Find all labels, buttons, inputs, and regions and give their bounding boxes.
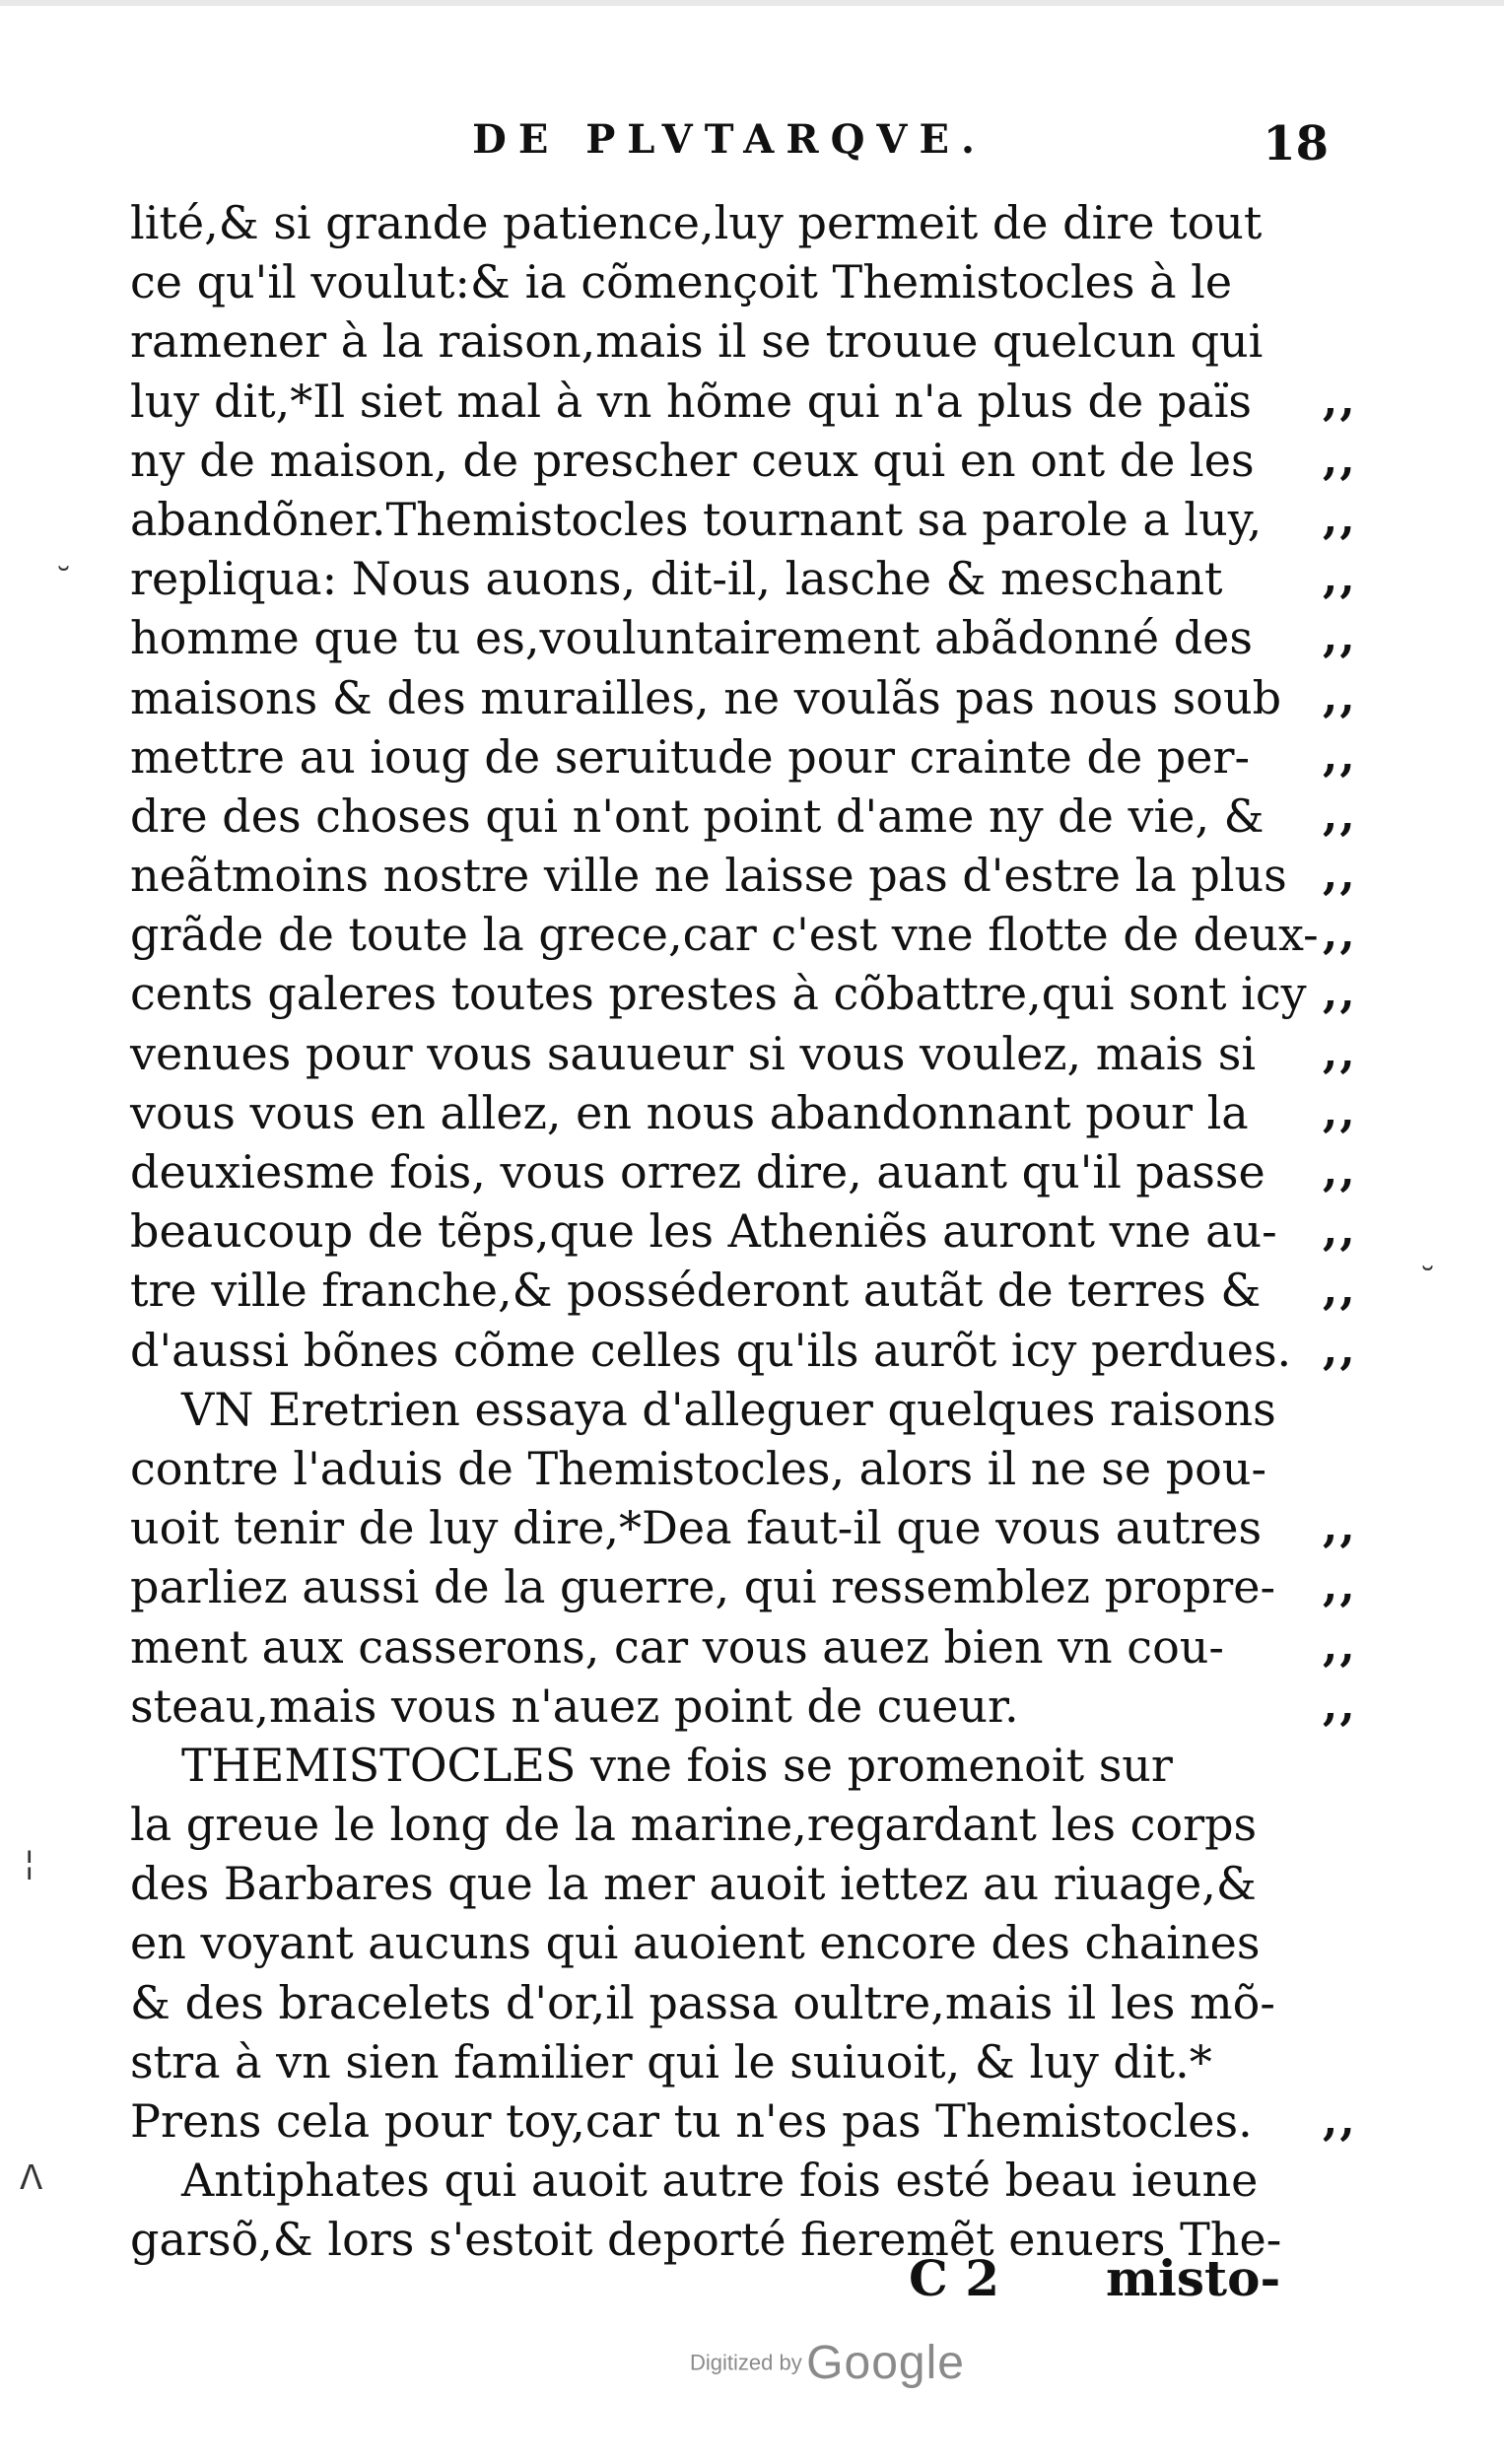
text-line: maisons & des murailles, ne voulãs pas nous soub ,,	[130, 668, 1313, 727]
quote-mark: ,,	[1323, 1146, 1357, 1197]
text-line: venues pour vous sauueur si vous voulez, mais si ,,	[130, 1024, 1313, 1083]
quote-mark: ,,	[1323, 612, 1357, 663]
text-line: ny de maison, de prescher ceux qui en ont de les ,,	[130, 431, 1313, 490]
text-line: neãtmoins nostre ville ne laisse pas d'estre la plus ,,	[130, 846, 1313, 905]
quote-mark: ,,	[1323, 1561, 1357, 1612]
text-line: Antiphates qui auoit autre fois esté beau ieune	[181, 2154, 1259, 2208]
margin-tick-icon: ˘	[1419, 1262, 1436, 1301]
quote-mark: ,,	[1323, 909, 1357, 960]
quote-mark: ,,	[1323, 789, 1357, 841]
text-line: stra à vn sien familier qui le suiuoit, & luy dit.*	[130, 2034, 1212, 2088]
text-line: la greue le long de la marine,regardant les corps	[130, 1798, 1258, 1852]
text-line: vous vous en allez, en nous abandonnant pour la ,,	[130, 1083, 1313, 1142]
text-line: Prens cela pour toy,car tu n'es pas Themistocles. ,,	[130, 2091, 1313, 2151]
quote-mark: ,,	[1323, 1679, 1357, 1731]
quote-mark: ,,	[1323, 493, 1357, 544]
margin-tick-icon: ᐱ	[20, 2158, 43, 2198]
margin-tick-icon: ¦	[24, 1843, 35, 1882]
quote-mark: ,,	[1323, 553, 1357, 604]
quote-mark: ,,	[1323, 1502, 1357, 1553]
quote-mark: ,,	[1323, 1086, 1357, 1137]
watermark-prefix: Digitized by	[690, 2350, 802, 2375]
text-line: en voyant aucuns qui auoient encore des chaines	[130, 1916, 1261, 1970]
running-title: DE PLVTARQVE.	[472, 116, 987, 163]
text-line: uoit tenir de luy dire,*Dea faut-il que vous autres ,,	[130, 1498, 1313, 1557]
quote-mark: ,,	[1323, 1620, 1357, 1672]
text-line: tre ville franche,& posséderont autãt de terres & ,,	[130, 1261, 1313, 1320]
quote-mark: ,,	[1323, 1324, 1357, 1375]
text-line: steau,mais vous n'auez point de cueur. ,,	[130, 1677, 1313, 1736]
quote-mark: ,,	[1323, 434, 1357, 485]
page-edge	[0, 0, 1504, 6]
text-line: ce qu'il voulut:& ia cõmençoit Themistocles à le	[130, 255, 1233, 309]
text-line: THEMISTOCLES vne fois se promenoit sur	[181, 1738, 1173, 1792]
quote-mark: ,,	[1323, 1027, 1357, 1078]
text-line: VN Eretrien essaya d'alleguer quelques raisons	[181, 1382, 1276, 1436]
text-line: luy dit,*Il siet mal à vn hõme qui n'a plus de païs ,,	[130, 372, 1313, 431]
text-line: lité,& si grande patience,luy permeit de dire tout	[130, 196, 1263, 249]
catchword: misto-	[1106, 2249, 1281, 2307]
text-line: abandõner.Themistocles tournant sa parole a luy, ,,	[130, 490, 1313, 549]
text-line: garsõ,& lors s'estoit deporté fieremẽt enuers The-	[130, 2213, 1282, 2267]
text-line: dre des choses qui n'ont point d'ame ny de vie, & ,,	[130, 787, 1313, 846]
quote-mark: ,,	[1323, 730, 1357, 782]
quote-mark: ,,	[1323, 1265, 1357, 1316]
text-line: repliqua: Nous auons, dit-il, lasche & meschant ,,	[130, 549, 1313, 608]
quote-mark: ,,	[1323, 671, 1357, 722]
text-line: deuxiesme fois, vous orrez dire, auant qu'il passe ,,	[130, 1142, 1313, 1201]
text-line: ramener à la raison,mais il se trouue quelcun qui	[130, 314, 1264, 369]
watermark-brand: Google	[806, 2337, 965, 2389]
quote-mark: ,,	[1323, 375, 1357, 426]
text-line: parliez aussi de la guerre, qui ressemblez propre- ,,	[130, 1557, 1313, 1616]
quote-mark: ,,	[1323, 850, 1357, 901]
quote-mark: ,,	[1323, 968, 1357, 1019]
text-line: cents galeres toutes prestes à cõbattre,qui sont icy ,,	[130, 964, 1313, 1023]
digitization-watermark	[690, 2336, 1045, 2395]
text-line: ment aux casserons, car vous auez bien vn cou- ,,	[130, 1617, 1313, 1677]
text-line: & des bracelets d'or,il passa oultre,mais il les mõ-	[130, 1975, 1275, 2029]
margin-tick-icon: ˘	[55, 562, 72, 601]
text-line: beaucoup de tẽps,que les Atheniẽs auront vne au- ,,	[130, 1201, 1313, 1261]
body-text	[130, 193, 1357, 2270]
quote-mark: ,,	[1323, 2095, 1357, 2146]
text-line: d'aussi bõnes cõme celles qu'ils aurõt icy perdues. ,,	[130, 1321, 1313, 1380]
text-line: contre l'aduis de Themistocles, alors il ne se pou-	[130, 1441, 1267, 1495]
text-line: grãde de toute la grece,car c'est vne flotte de deux- ,,	[130, 905, 1313, 964]
page-footer	[130, 2249, 1313, 2318]
text-line: mettre au ioug de seruitude pour crainte de per- ,,	[130, 727, 1313, 787]
quote-mark: ,,	[1323, 1205, 1357, 1257]
page-number: 18	[1263, 116, 1329, 171]
text-line: des Barbares que la mer auoit iettez au riuage,&	[130, 1857, 1257, 1911]
text-line: homme que tu es,vouluntairement abãdonné des ,,	[130, 608, 1313, 667]
signature-mark: C 2	[909, 2249, 999, 2307]
